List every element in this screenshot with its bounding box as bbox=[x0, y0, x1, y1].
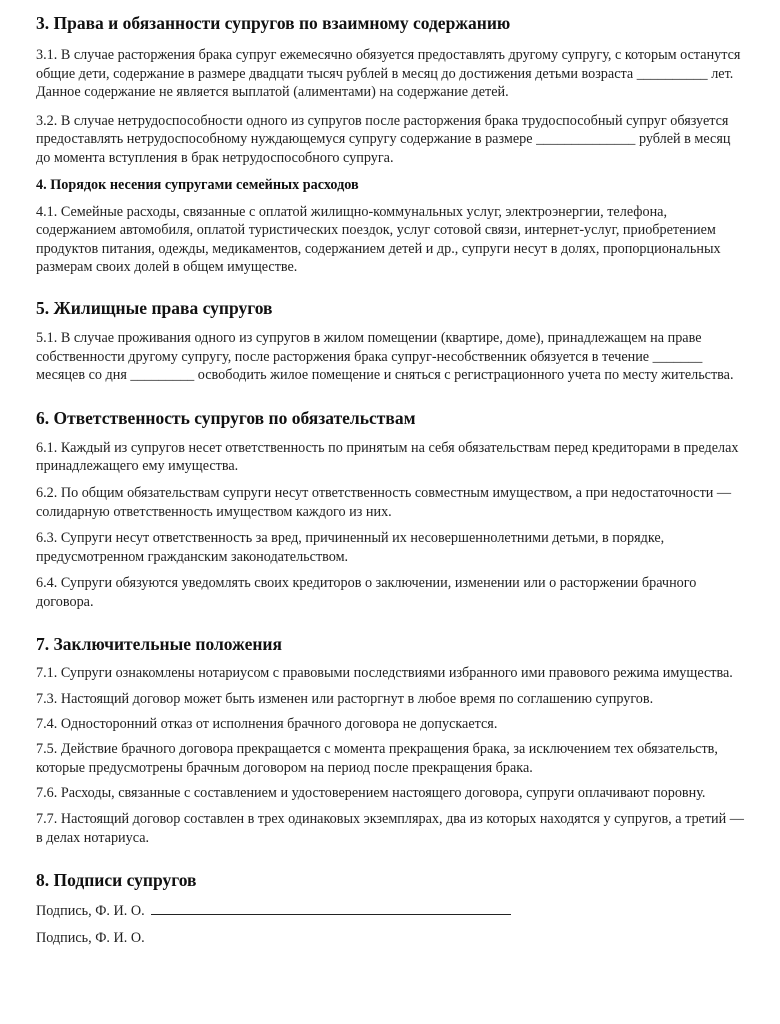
paragraph-6-2: 6.2. По общим обязательствам супруги несут ответственность совместным имуществом, а при недостаточности — солидарную ответственность имуществом каждого из них. bbox=[36, 484, 732, 520]
paragraph-7-3: 7.3. Настоящий договор может быть изменен или расторгнут в любое время по соглашению супругов. bbox=[36, 691, 654, 708]
signature-blank-1 bbox=[151, 901, 511, 915]
paragraph-7-4: 7.4. Односторонний отказ от исполнения брачного договора не допускается. bbox=[36, 715, 498, 732]
signature-label-2: Подпись, Ф. И. О. bbox=[36, 929, 145, 946]
section-8-heading: 8. Подписи супругов bbox=[36, 870, 197, 891]
paragraph-3-1: 3.1. В случае расторжения брака супруг ежемесячно обязуется предоставлять другому супругу, с которым останутся общие дети, содержание в размере двадцати тысяч рублей в месяц до достижения детьми возраста __________ лет. Данное содержание не является выплатой (алиментами) на содержание детей. bbox=[36, 47, 741, 101]
section-5-heading: 5. Жилищные права супругов bbox=[36, 297, 273, 318]
paragraph-6-4: 6.4. Супруги обязуются уведомлять своих кредиторов о заключении, изменении или о расторжении брачного договора. bbox=[36, 575, 697, 610]
paragraph-4-1: 4.1. Семейные расходы, связанные с оплатой жилищно-коммунальных услуг, электроэнергии, телефона, содержанием автомобиля, оплатой туристических поездок, услуг сотовой связи, интернет-услуг, приобретением продуктов питания, одежды, медикаментов, содержанием детей и др., супруги несут в долях, пропорциональных размерам своих долей в общем имуществе. bbox=[36, 203, 721, 276]
section-6-heading: 6. Ответственность супругов по обязательствам bbox=[36, 407, 416, 428]
signature-line-1 bbox=[36, 901, 748, 921]
paragraph-7-7: 7.7. Настоящий договор составлен в трех одинаковых экземплярах, два из которых находятся у супругов, а третий — в делах нотариуса. bbox=[36, 811, 744, 846]
paragraph-3-2: 3.2. В случае нетрудоспособности одного из супругов после расторжения брака трудоспособный супруг обязуется предоставлять нетрудоспособному нуждающемуся супругу содержание в размере ______________ рублей в месяц до момента вступления в брак нетрудоспособного супруга. bbox=[36, 112, 731, 166]
paragraph-7-5: 7.5. Действие брачного договора прекращается с момента прекращения брака, за исключением тех обязательств, которые предусмотрены брачным договором на период после прекращения брака. bbox=[36, 741, 718, 776]
paragraph-7-1: 7.1. Супруги ознакомлены нотариусом с правовыми последствиями избранного ими правового режима имущества. bbox=[36, 665, 733, 682]
document-page bbox=[36, 8, 748, 947]
paragraph-5-1: 5.1. В случае проживания одного из супругов в жилом помещении (квартире, доме), принадлежащем на праве собственности другому супругу, после расторжения брака супруг-несобственник обязуется в течение _______ месяцев со дня _________ освободить жилое помещение и сняться с регистрационного учета по месту жительства. bbox=[36, 329, 734, 384]
paragraph-6-3: 6.3. Супруги несут ответственность за вред, причиненный их несовершеннолетними детьми, в порядке, предусмотренном гражданским законодательством. bbox=[36, 530, 665, 565]
paragraph-7-6: 7.6. Расходы, связанные с составлением и удостоверением настоящего договора, супруги оплачивают поровну. bbox=[36, 785, 706, 802]
paragraph-6-1: 6.1. Каждый из супругов несет ответственность по принятым на себя обязательствам перед кредиторами в пределах принадлежащего ему имущества. bbox=[36, 439, 739, 475]
section-4-heading: 4. Порядок несения супругами семейных расходов bbox=[36, 176, 359, 193]
signature-line-2 bbox=[36, 929, 748, 948]
signature-label-1: Подпись, Ф. И. О. bbox=[36, 903, 145, 920]
section-7-heading: 7. Заключительные положения bbox=[36, 634, 282, 655]
section-3-heading: 3. Права и обязанности супругов по взаимному содержанию bbox=[36, 13, 511, 33]
